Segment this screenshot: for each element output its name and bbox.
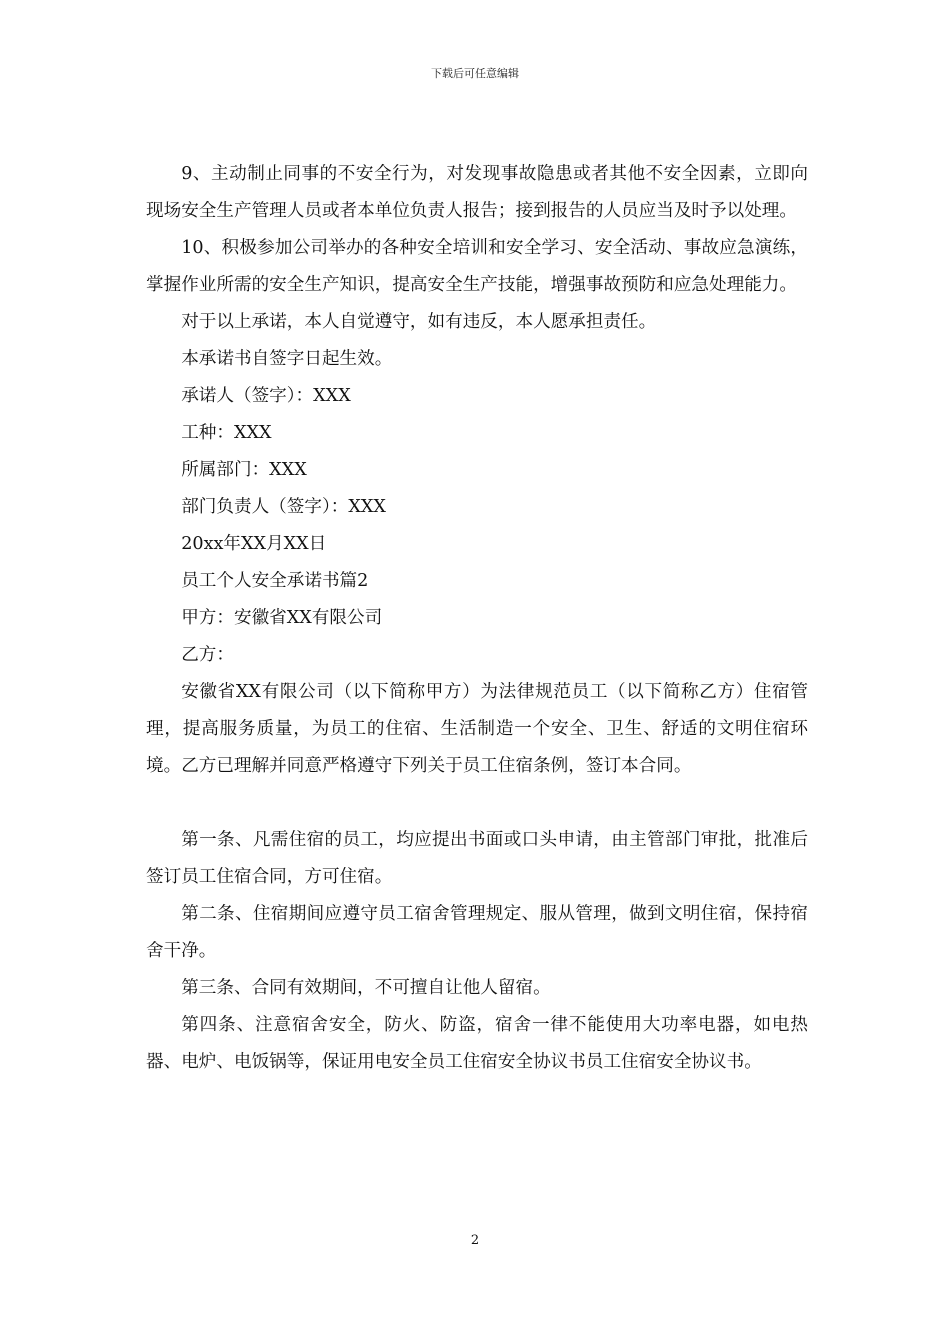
- paragraph-article-2: 第二条、住宿期间应遵守员工宿舍管理规定、服从管理，做到文明住宿，保持宿舍干净。: [146, 904, 808, 961]
- paragraph-article-4: 第四条、注意宿舍安全，防火、防盗，宿舍一律不能使用大功率电器，如电热器、电炉、电饭锅等，保证用电安全员工住宿安全协议书员工住宿安全协议书。: [146, 1015, 808, 1072]
- page-number: 2: [470, 1233, 480, 1248]
- document-body: [146, 156, 808, 1081]
- paragraph-party-a: 甲方：安徽省XX有限公司: [181, 608, 383, 628]
- paragraph-article-1: 第一条、凡需住宿的员工，均应提出书面或口头申请，由主管部门审批，批准后签订员工住宿合同，方可住宿。: [146, 830, 808, 887]
- paragraph-item-9: 9、主动制止同事的不安全行为，对发现事故隐患或者其他不安全因素，立即向现场安全生产管理人员或者本单位负责人报告；接到报告的人员应当及时予以处理。: [146, 164, 808, 221]
- paragraph-preamble: 安徽省XX有限公司（以下简称甲方）为法律规范员工（以下简称乙方）住宿管理，提高服务质量，为员工的住宿、生活制造一个安全、卫生、舒适的文明住宿环境。乙方已理解并同意严格遵守下列关于员工住宿条例，签订本合同。: [146, 682, 808, 776]
- paragraph-department-head: 部门负责人（签字）：XXX: [181, 497, 386, 517]
- paragraph-signatory: 承诺人（签字）：XXX: [181, 386, 351, 406]
- paragraph-department: 所属部门：XXX: [181, 460, 307, 480]
- paragraph-date: 20xx年XX月XX日: [181, 534, 327, 554]
- paragraph-party-b: 乙方：: [181, 645, 234, 665]
- paragraph-item-10: 10、积极参加公司举办的各种安全培训和安全学习、安全活动、事故应急演练，掌握作业所需的安全生产知识，提高安全生产技能，增强事故预防和应急处理能力。: [146, 238, 808, 295]
- paragraph-job-type: 工种：XXX: [181, 423, 272, 443]
- page-header: 下载后可任意编辑: [431, 67, 519, 80]
- paragraph-effective-date: 本承诺书自签字日起生效。: [181, 349, 393, 369]
- section-title: 员工个人安全承诺书篇2: [181, 571, 369, 591]
- paragraph-article-3: 第三条、合同有效期间，不可擅自让他人留宿。: [181, 978, 551, 998]
- paragraph-commitment-statement: 对于以上承诺，本人自觉遵守，如有违反，本人愿承担责任。: [181, 312, 657, 332]
